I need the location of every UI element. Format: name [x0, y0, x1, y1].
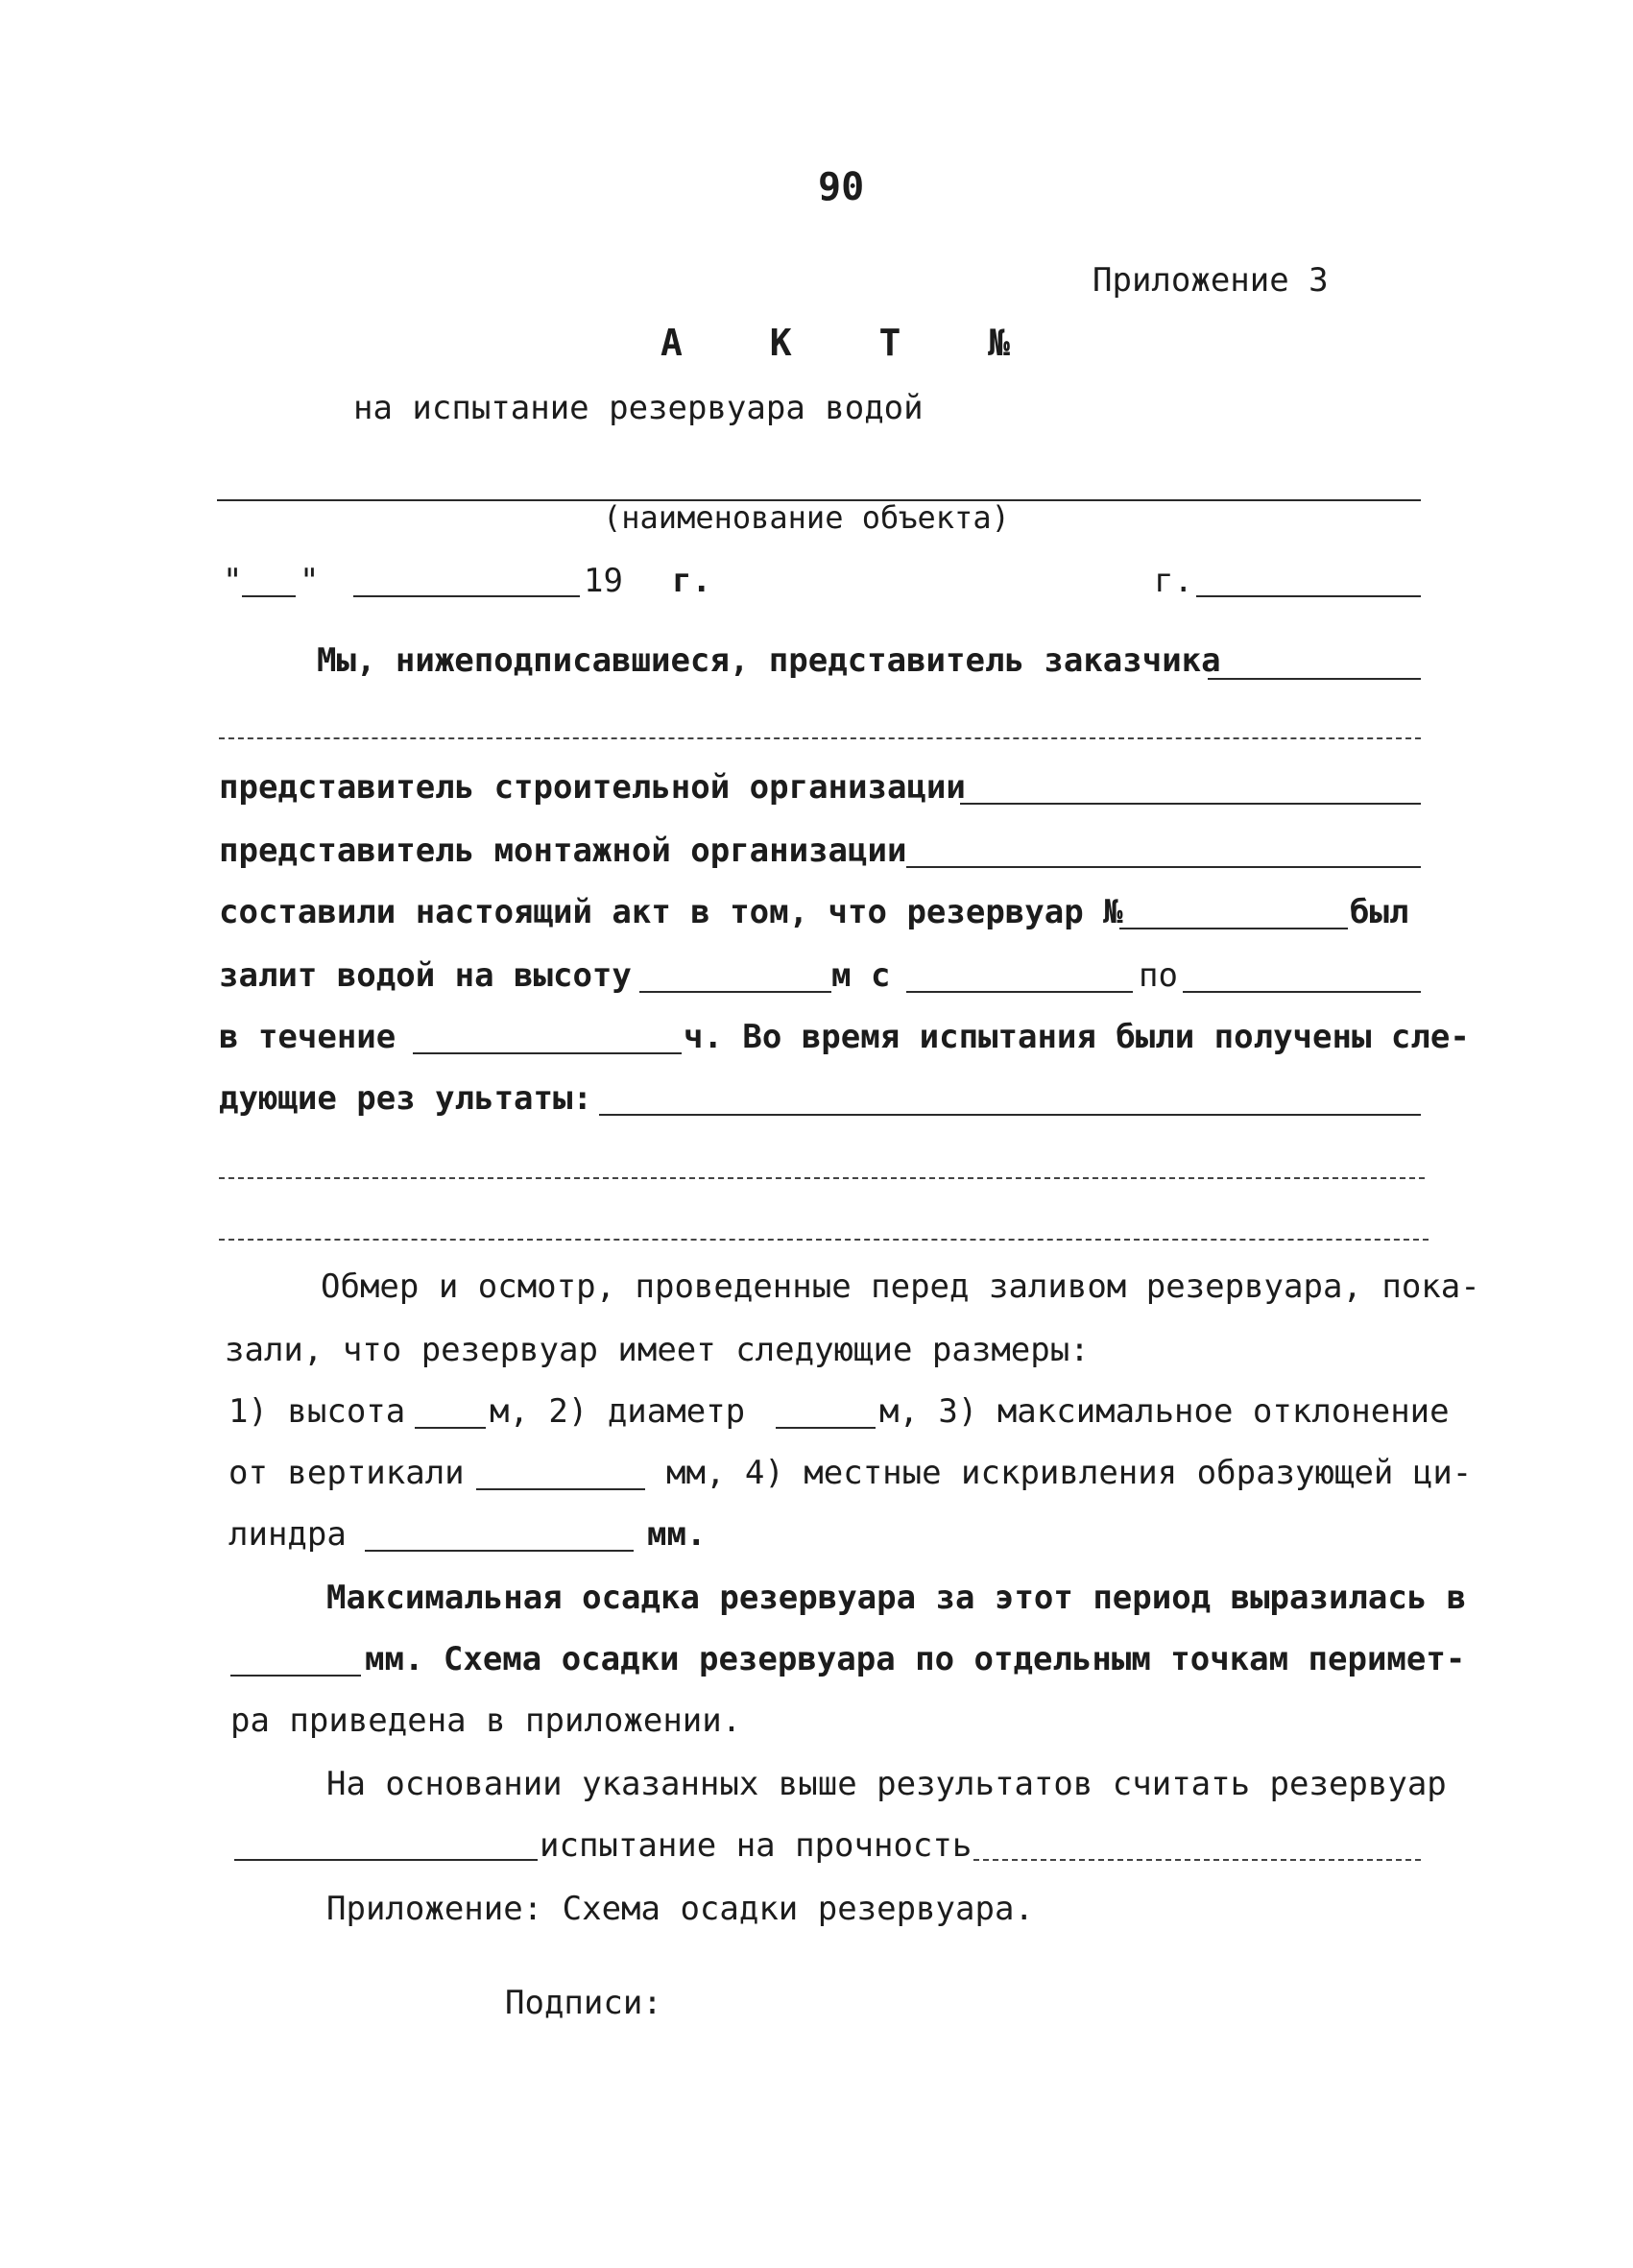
city-prefix: г. — [1154, 562, 1193, 600]
p3-line2-b: мм. Схема осадки резервуара по отдельным точкам перимет- — [365, 1640, 1466, 1678]
day-line — [242, 595, 296, 597]
deviation-value-line — [476, 1488, 645, 1490]
p2-line5-b: мм. — [647, 1515, 707, 1554]
installation-rep-line — [906, 866, 1421, 868]
results-line-2 — [219, 1177, 1425, 1179]
city-line — [1196, 595, 1421, 597]
attachment-note: Приложение: Схема осадки резервуара. — [326, 1890, 1034, 1928]
p1-line7: дующие рез ультаты: — [219, 1079, 592, 1118]
results-line-1 — [599, 1114, 1421, 1116]
p1-line4-a: составили настоящий акт в том, что резервуар № — [219, 893, 1123, 931]
to-line — [1183, 991, 1421, 993]
customer-rep-line-2 — [219, 737, 1421, 739]
page-number: 90 — [818, 165, 865, 209]
diameter-value-line — [776, 1427, 876, 1429]
p1-line5-a: залит водой на высоту — [219, 956, 632, 995]
signatures-label: Подписи: — [505, 1984, 662, 2022]
construction-rep-line — [960, 803, 1421, 805]
conclusion-line-2 — [973, 1859, 1421, 1861]
p2-line1: Обмер и осмотр, проведенные перед заливом резервуара, пока- — [321, 1267, 1480, 1306]
p2-line3-b: м, 2) диаметр — [490, 1392, 746, 1431]
conclusion-line-1 — [234, 1859, 538, 1861]
date-open-quote: " — [223, 562, 243, 600]
p4-line1: На основании указанных выше результатов считать резервуар — [326, 1765, 1447, 1803]
curvature-value-line — [365, 1550, 634, 1552]
p1-line1: Мы, нижеподписавшиеся, представитель заказчика — [317, 641, 1221, 680]
p1-line6-b: ч. Во время испытания были получены сле- — [684, 1018, 1470, 1056]
p2-line2: зали, что резервуар имеет следующие размеры: — [225, 1331, 1090, 1369]
document-title: А К Т № — [660, 322, 1044, 364]
settlement-value-line — [230, 1675, 361, 1677]
p1-line2: представитель строительной организации — [219, 768, 966, 807]
from-line — [906, 991, 1133, 993]
document-subtitle: на испытание резервуара водой — [353, 389, 924, 427]
tank-number-line — [1119, 928, 1348, 929]
results-line-3 — [219, 1239, 1429, 1241]
p4-line2-b: испытание на прочность — [540, 1826, 973, 1865]
p2-line5-a: линдра — [228, 1515, 347, 1554]
height-value-line — [415, 1427, 486, 1429]
p2-line3-a: 1) высота — [228, 1392, 406, 1431]
appendix-label: Приложение 3 — [1093, 261, 1329, 300]
p3-line3: ра приведена в приложении. — [230, 1701, 742, 1740]
customer-rep-line — [1208, 678, 1421, 680]
year-prefix: 19 — [584, 562, 623, 600]
p1-line4-b: был — [1350, 893, 1409, 931]
height-line — [639, 991, 831, 993]
p3-line1: Максимальная осадка резервуара за этот период выразилась в — [326, 1579, 1467, 1617]
p1-line6-a: в течение — [219, 1018, 396, 1056]
date-close-quote: " — [300, 562, 320, 600]
p2-line4-a: от вертикали — [228, 1454, 465, 1492]
month-line — [353, 595, 580, 597]
p2-line4-b: мм, 4) местные искривления образующей ци- — [666, 1454, 1473, 1492]
p1-line3: представитель монтажной организации — [219, 832, 907, 870]
object-caption: (наименование объекта) — [603, 499, 1010, 536]
year-suffix: г. — [672, 562, 711, 600]
p1-line5-b: м с — [831, 956, 891, 995]
p1-line5-c: по — [1139, 956, 1178, 995]
duration-line — [413, 1052, 682, 1054]
p2-line3-c: м, 3) максимальное отклонение — [879, 1392, 1450, 1431]
